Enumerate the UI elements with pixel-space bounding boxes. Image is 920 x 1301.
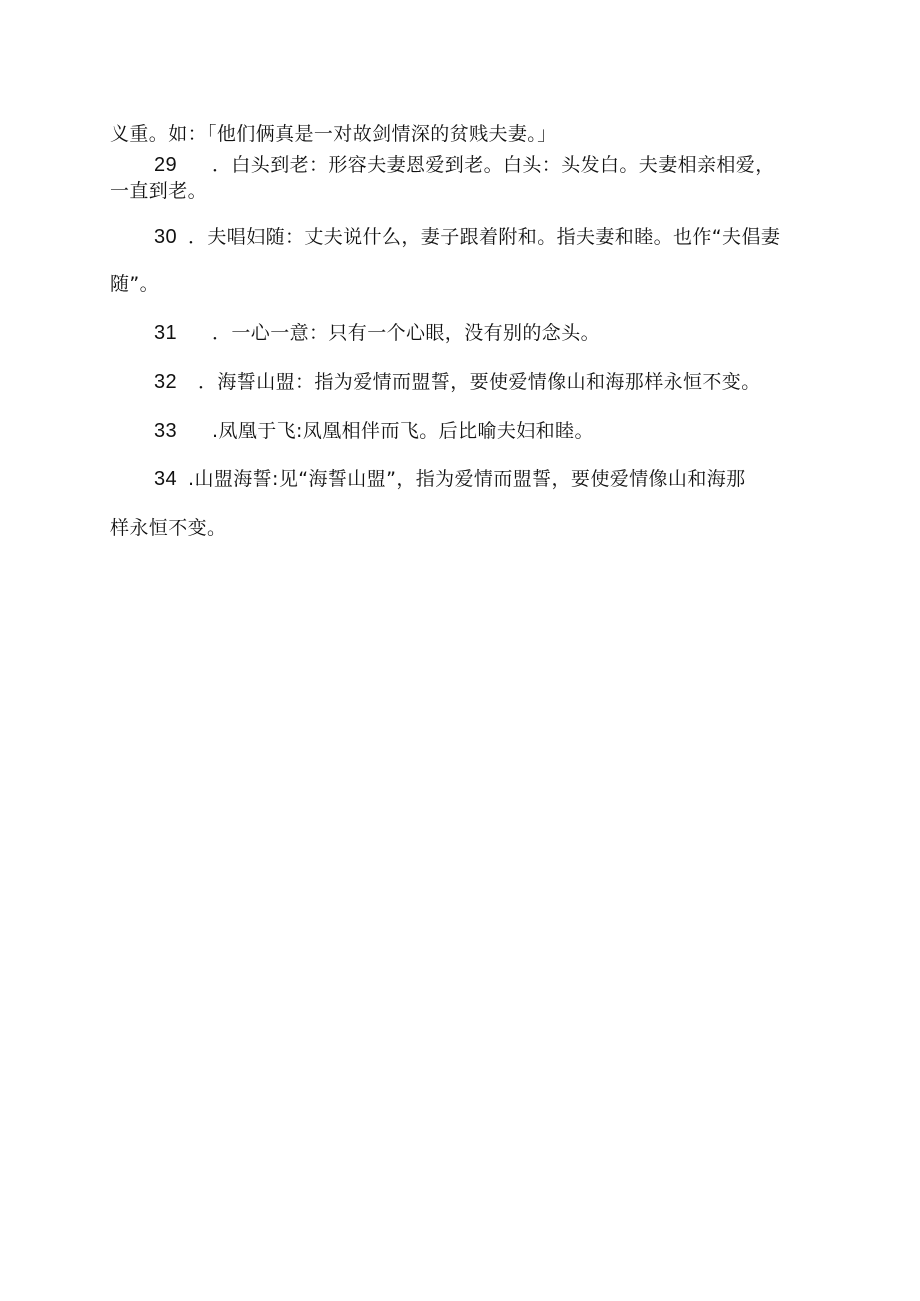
entry-29 bbox=[154, 152, 775, 178]
entry-text: ．一心一意：只有一个心眼，没有别的念头。 bbox=[212, 322, 601, 344]
entry-34 bbox=[154, 466, 746, 492]
entry-31 bbox=[154, 320, 600, 346]
entry-number: 30 bbox=[154, 226, 178, 248]
entry-28-continuation: 义重。如：「他们俩真是一对故剑情深的贫贱夫妻。」 bbox=[110, 123, 557, 145]
entry-number: 29 bbox=[154, 154, 178, 176]
entry-number: 33 bbox=[154, 420, 178, 442]
entry-34-continuation: 样永恒不变。 bbox=[110, 517, 227, 539]
entry-number: 34 bbox=[154, 468, 178, 490]
entry-30-continuation: 随”。 bbox=[110, 273, 160, 295]
entry-29-continuation: 一直到老。 bbox=[110, 180, 208, 202]
entry-32 bbox=[154, 369, 761, 395]
entry-text: .凤凰于飞:凤凰相伴而飞。后比喻夫妇和睦。 bbox=[212, 420, 594, 442]
entry-number: 32 bbox=[154, 371, 178, 393]
entry-text: ．夫唱妇随：丈夫说什么，妻子跟着附和。指夫妻和睦。也作“夫倡妻 bbox=[188, 226, 781, 248]
entry-number: 31 bbox=[154, 322, 178, 344]
entry-text: ．白头到老：形容夫妻恩爱到老。白头：头发白。夫妻相亲相爱， bbox=[212, 154, 775, 176]
entry-text: ．海誓山盟：指为爱情而盟誓，要使爱情像山和海那样永恒不变。 bbox=[198, 371, 761, 393]
entry-30 bbox=[154, 224, 780, 250]
entry-text: .山盟海誓:见“海誓山盟”，指为爱情而盟誓，要使爱情像山和海那 bbox=[188, 468, 746, 490]
entry-33 bbox=[154, 418, 594, 444]
